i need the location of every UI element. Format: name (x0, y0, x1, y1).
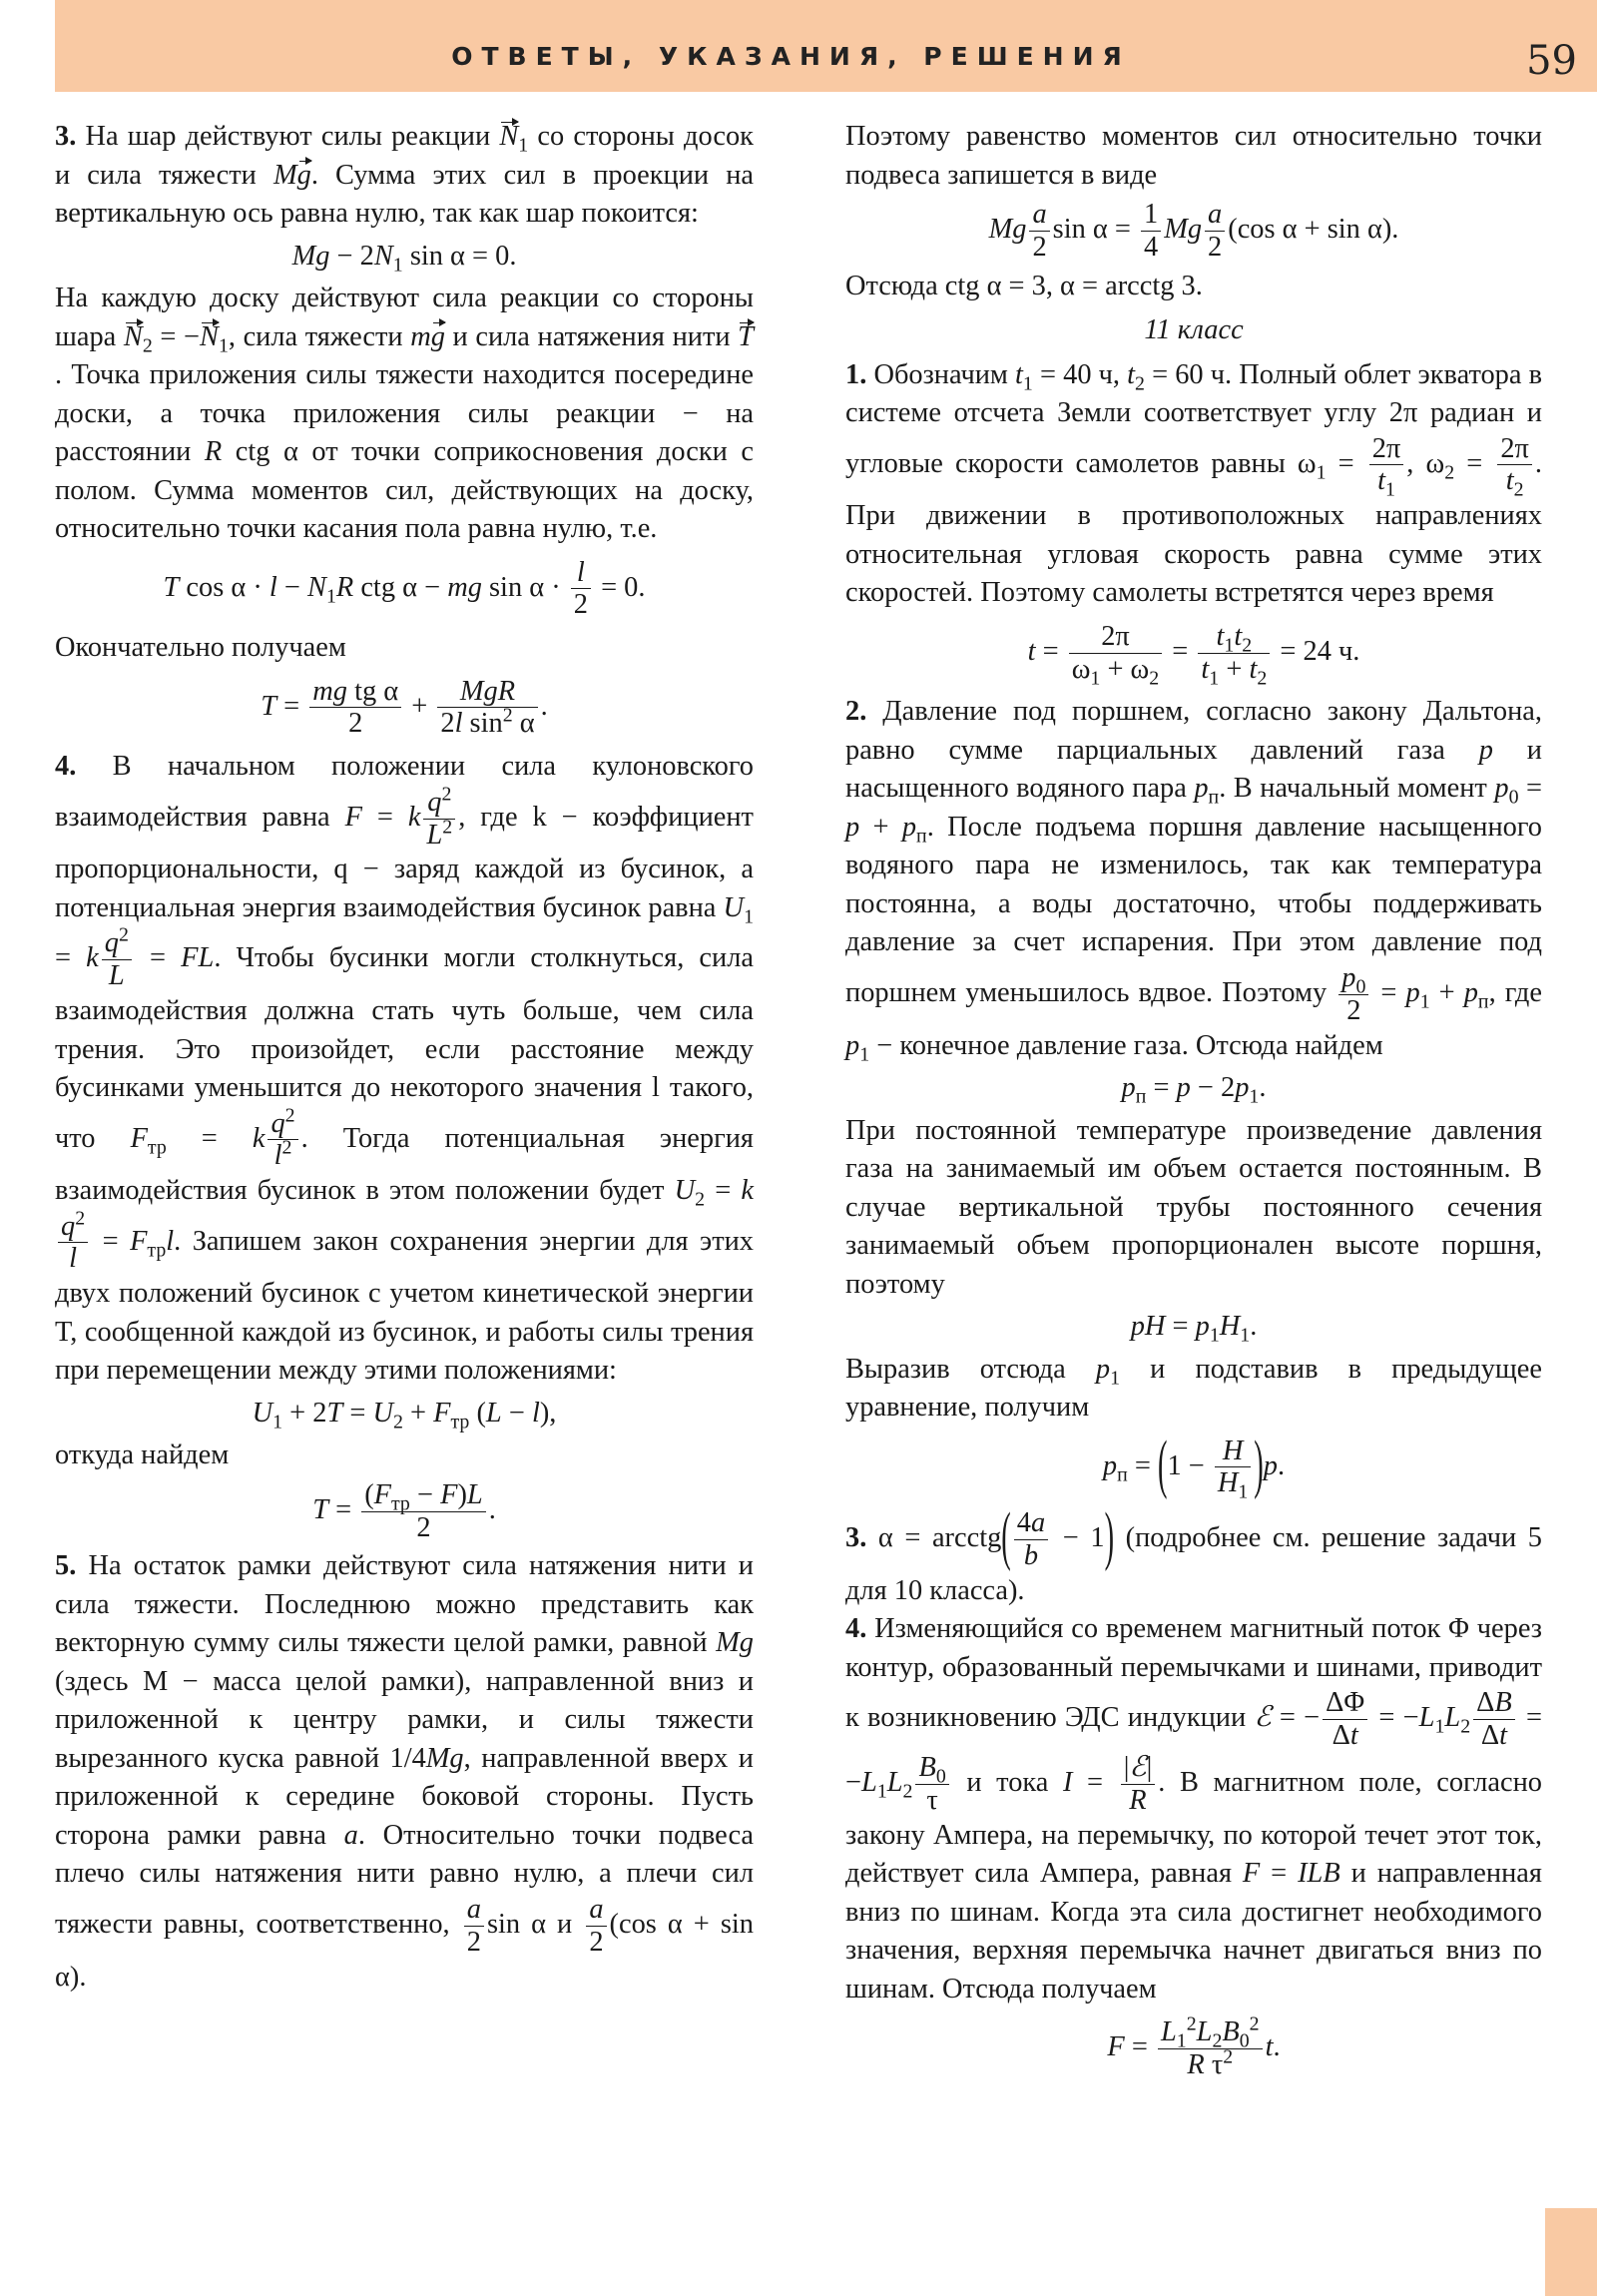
problem-3-board-text: На каждую доску действуют сила реакции со стороны шара $N_2 = -N_1$, сила тяжести mg и сила натяжения нити T. Точка приложения силы тяжести находится посередине доски, а точка приложения силы реакции − на расстоянии R ctg α от точки соприкосновения доски с полом. Сумма моментов сил, действующих на доску, относительно точки касания пола равна нулю, т.е. (55, 283, 754, 544)
equation: F = $\frac{L_1^2L_2B_0^2}{R \tau^2}$ t. (1107, 2012, 1281, 2080)
right-column (845, 118, 1542, 2089)
equation: $Mg - 2N_1$ sin α = 0. (291, 240, 517, 277)
equation: pH = $p_1H_1$. (1130, 1311, 1258, 1347)
problem-4-text: 4. В начальном положении сила кулоновского взаимодействия равна F = k $\frac{q^2}{L^2}$ , где k − коэффициент пропорциональности, q − заряд каждой из бусинок, а потенциальная энергия взаимодействия бусинок равна $U_1 = k$ $\frac{q^2}{L}$ = FL. Чтобы бусинки могли столкнуться, сила взаимодействия должна стать чуть больше, чем сила трения. Это произойдет, если расстояние между бусинками уменьшится до некоторого значения l такого, что $F_{тр} = k$ $\frac{q^2}{l^2}$ . Тогда потенциальная энергия взаимодействия бусинок в этом положении будет $U_2 = k$ $\frac{q^2}{l}$ = $F_{тр}l$. Запишем закон сохранения энергии для этих двух положений бусинок с учетом кинетической энергии T, сообщенной каждой из бусинок, и работы силы трения при перемещении между этими положениями: (55, 751, 754, 1387)
equation: T $\cos \alpha \cdot l - N_1R$ ctg α − mg sin α · $\frac{l}{2}$ = 0. (163, 556, 646, 621)
problem-11-1-text: 1. Обозначим $t_1 = 40$ ч, $t_2 = 60$ ч. Полный облет экватора в системе отсчета Земли соответствует углу 2π радиан и угловые скорости самолетов равны $\omega_1$ = $\frac{2\pi}{t_1}$ , $\omega_2$ = $\frac{2\pi}{t_2}$ . При движении в противоположных направлениях относительная угловая скорость равна сумме этих скоростей. Поэтому самолеты встретятся через время (845, 358, 1542, 609)
equation: T = $\frac{\text{mg tg α}}{2}$ + $\frac{\text{MgR}}{2l \sin^2 \alpha}$ . (261, 675, 548, 740)
hence-text: Отсюда ctg α = 3, α = arcctg 3. (845, 270, 1203, 301)
equation: $U_1 + 2T = U_2 + F_{тр}$ (L − l), (252, 1397, 557, 1434)
problem-3-text: 3. На шар действуют силы реакции $N_1$ со стороны досок и сила тяжести Mg. Сумма этих сил в проекции на вертикальную ось равна нулю, так как шар покоится: (55, 118, 754, 234)
equation: t = $\frac{2\pi}{\omega_1 + \omega_2}$ = $\frac{t_1t_2}{t_1 + t_2}$ = 24 ч. (1027, 620, 1360, 690)
temperature-text: При постоянной температуре произведение давления газа на занимаемый им объем остается постоянным. В случае вертикальной трубы постоянного сечения занимаемый объем пропорционален высоте поршня, поэтому (845, 1114, 1542, 1300)
equation: T = $\frac{(F_{тр} - F)L}{2}$ . (312, 1478, 496, 1543)
problem-11-4-text: 4. Изменяющийся со временем магнитный поток Φ через контур, образованный перемычками и шинами, приводит к возникновению ЭДС индукции ℰ = − $\frac{\Delta\Phi}{\Delta t}$ = $-L_1L_2$ $\frac{\Delta B}{\Delta t}$ = $-L_1L_2$ $\frac{B_0}{\tau}$ и тока I = $\frac{\text{|ℰ|}}{R}$ . В магнитном поле, согласно закону Ампера, на перемычку, по которой течет этот ток, действует сила Ампера, равная F = ILB и направленная вниз по шинам. Когда эта сила достигнет необходимого значения, верхняя перемычка начнет двигаться вниз по шинам. Отсюда получаем (845, 1613, 1542, 2005)
equation: $p_п = (1$ − $\frac{H}{H_1}$ )p. (1102, 1430, 1286, 1503)
problem-5-text: 5. На остаток рамки действуют сила натяжения нити и сила тяжести. Последнюю можно представить как векторную сумму силы тяжести целой рамки, равной Mg (здесь M − масса целой рамки), направленной вниз и приложенной к центру рамки, и силы тяжести вырезанного куска равной 1/4Mg, направленной вверх и приложенной к середине боковой стороны. Пусть сторона рамки равна a. Относительно точки подвеса плечо силы натяжения нити равно нулю, а плечи сил тяжести равны, соответственно, $\frac{a}{2}$ sin α и $\frac{a}{2}$ (cos α + sin α). (55, 1550, 755, 1993)
section-title: 11 класс (1144, 314, 1244, 346)
page-number: 59 (1526, 38, 1577, 84)
from-text: откуда найдем (55, 1439, 230, 1471)
header-title: ОТВЕТЫ, УКАЗАНИЯ, РЕШЕНИЯ (451, 42, 1131, 71)
final-text: Окончательно получаем (55, 632, 346, 664)
problem-11-3-text: 3. α = arcctg( $\frac{4a}{b}$ − 1) (подробнее см. решение задачи 5 для 10 класса). (845, 1502, 1542, 1606)
moments-text: Поэтому равенство моментов сил относительно точки подвеса запишется в виде (845, 121, 1542, 191)
expressing-text: Выразив отсюда $p_1$ и подставив в предыдущее уравнение, получим (845, 1353, 1542, 1423)
problem-11-2-text: 2. Давление под поршнем, согласно закону Дальтона, равно сумме парциальных давлений газа p и насыщенного водяного пара $p_п$. В начальный момент $p_0 = p + p_п$. После подъема поршня давление насыщенного водяного пара не изменилось, так как температура постоянна, а воды достаточно, чтобы поддерживать давление за счет испарения. При этом давление под поршнем уменьшилось вдвое. Поэтому $\frac{p_0}{2}$ = $p_1 + p_п$, где $p_1$ − конечное давление газа. Отсюда найдем (845, 696, 1543, 1066)
page-header (55, 0, 1597, 92)
equation: Mg $\frac{a}{2}$ sin α = $\frac{1}{4}$ Mg $\frac{a}{2}$ (cos α + sin α). (988, 199, 1399, 263)
equation: $p_п = p - 2p_1$. (1121, 1072, 1267, 1108)
corner-tab (1545, 2208, 1597, 2296)
left-column (55, 118, 754, 1997)
